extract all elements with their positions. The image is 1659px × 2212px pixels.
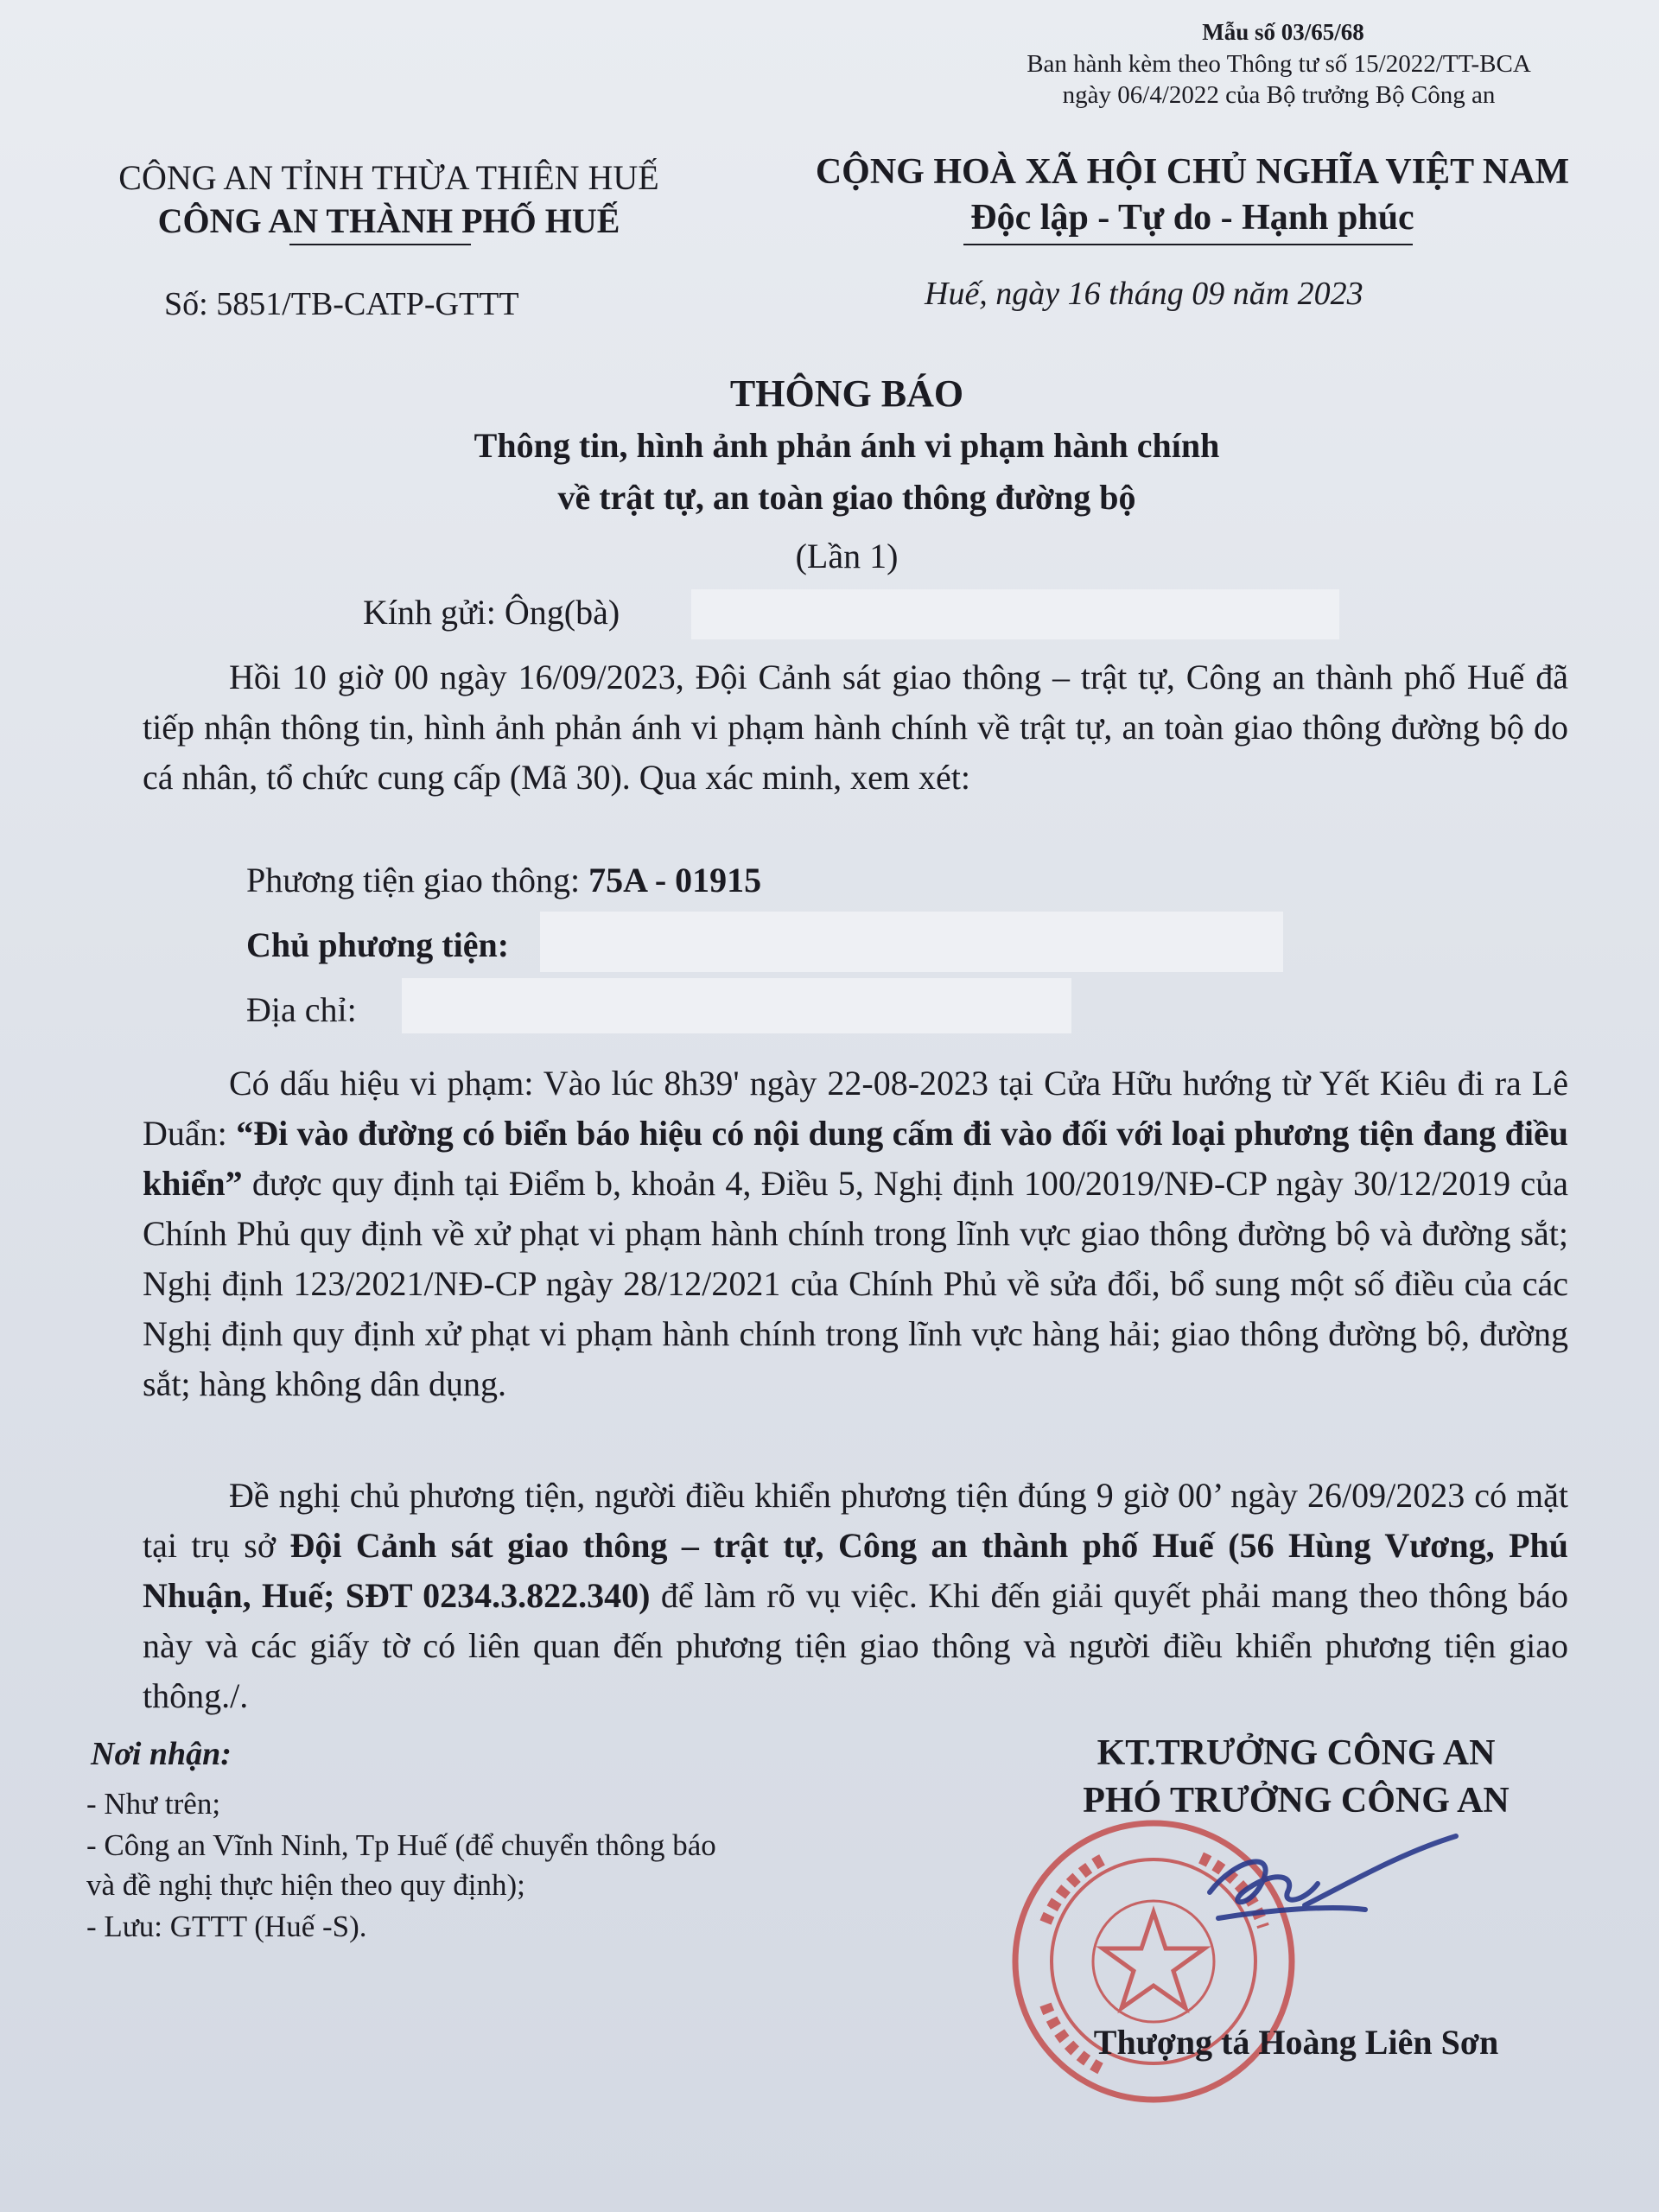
vehicle-plate: 75A - 01915 [588, 861, 762, 899]
document-number: Số: 5851/TB-CATP-GTTT [164, 286, 519, 322]
address-label: Địa chỉ: [246, 990, 357, 1029]
violation-quote: “Đi vào đường có biển báo hiệu có nội dung cấm đi vào đối với loại phương tiện đang điều khiển” [143, 1114, 1568, 1203]
national-motto: Độc lập - Tự do - Hạnh phúc [970, 198, 1414, 238]
vehicle-line [246, 860, 761, 900]
notice-round: (Lần 1) [795, 537, 899, 575]
signature-title-line2: PHÓ TRƯỞNG CÔNG AN [1083, 1781, 1510, 1821]
recipient-item: và đề nghị thực hiện theo quy định); [86, 1868, 525, 1902]
signature-title-line1: KT.TRƯỞNG CÔNG AN [1096, 1733, 1496, 1773]
redaction-address [402, 978, 1071, 1033]
violation-text-a: Có dấu hiệu vi phạm: Vào lúc 8h39' ngày 22-08-2023 tại Cửa Hữu hướng từ Yết Kiêu đi ra Lê Duẩn: [143, 1064, 1568, 1153]
redaction-owner [540, 912, 1283, 972]
place-date: Huế, ngày 16 tháng 09 năm 2023 [925, 276, 1363, 312]
request-office: Đội Cảnh sát giao thông – trật tự, Công an thành phố Huế (56 Hùng Vương, Phú Nhuận, Huế; SĐT 0234.3.822.340) [143, 1526, 1568, 1615]
form-number: Mẫu số 03/65/68 [1202, 19, 1364, 45]
paragraph-intro: Hồi 10 giờ 00 ngày 16/09/2023, Đội Cảnh sát giao thông – trật tự, Công an thành phố Huế đã tiếp nhận thông tin, hình ảnh phản ánh vi phạm hành chính về trật tự, an toàn giao thông đường bộ do cá nhân, tổ chức cung cấp (Mã 30). Qua xác minh, xem xét: [143, 658, 1568, 797]
org-parent: CÔNG AN TỈNH THỪA THIÊN HUẾ [118, 158, 659, 197]
paragraph-violation [143, 1058, 1568, 1409]
document-subtitle-line1: Thông tin, hình ảnh phản ánh vi phạm hành chính [474, 426, 1220, 465]
nation-name: CỘNG HOÀ XÃ HỘI CHỦ NGHĨA VIỆT NAM [815, 152, 1570, 192]
owner-label: Chủ phương tiện: [246, 925, 510, 964]
vehicle-label: Phương tiện giao thông: [246, 861, 589, 899]
document-title: THÔNG BÁO [729, 372, 964, 415]
redaction-addressee [691, 589, 1339, 639]
form-basis-line2: ngày 06/4/2022 của Bộ trưởng Bộ Công an [1062, 81, 1496, 109]
violation-text-c: được quy định tại Điểm b, khoản 4, Điều 5, Nghị định 100/2019/NĐ-CP ngày 30/12/2019 của Chính Phủ quy định về xử phạt vi phạm hành chính trong lĩnh vực giao thông đường bộ và đường sắt; Nghị định 123/2021/NĐ-CP ngày 28/12/2021 của Chính Phủ về sửa đổi, bổ sung một số điều của các Nghị định quy định xử phạt vi phạm hành chính trong lĩnh vực hàng hải; giao thông đường bộ, đường sắt; hàng không dân dụng. [143, 1164, 1568, 1403]
motto-underline [963, 244, 1413, 245]
recipient-item: - Lưu: GTTT (Huế -S). [86, 1910, 367, 1943]
signer-name: Thượng tá Hoàng Liên Sơn [1093, 2023, 1499, 2062]
request-text-a: Đề nghị chủ phương tiện, người điều khiển phương tiện đúng 9 giờ 00’ ngày 26/09/2023 có mặt tại trụ sở [143, 1476, 1568, 1565]
org-name: CÔNG AN THÀNH PHỐ HUẾ [157, 201, 620, 240]
org-underline [289, 244, 471, 245]
handwritten-signature-icon [1201, 1823, 1460, 1953]
recipients-title: Nơi nhận: [91, 1736, 232, 1772]
form-basis-line1: Ban hành kèm theo Thông tư số 15/2022/TT-BCA [1027, 50, 1531, 78]
paragraph-request [143, 1471, 1568, 1721]
recipient-item: - Công an Vĩnh Ninh, Tp Huế (để chuyển thông báo [86, 1828, 716, 1862]
document-subtitle-line2: về trật tự, an toàn giao thông đường bộ [557, 478, 1136, 517]
addressee-label: Kính gửi: Ông(bà) [363, 593, 620, 632]
request-text-c: để làm rõ vụ việc. Khi đến giải quyết phải mang theo thông báo này và các giấy tờ có liên quan đến phương tiện giao thông và người điều khiển phương tiện giao thông./. [143, 1576, 1569, 1715]
recipient-item: - Như trên; [86, 1787, 221, 1821]
